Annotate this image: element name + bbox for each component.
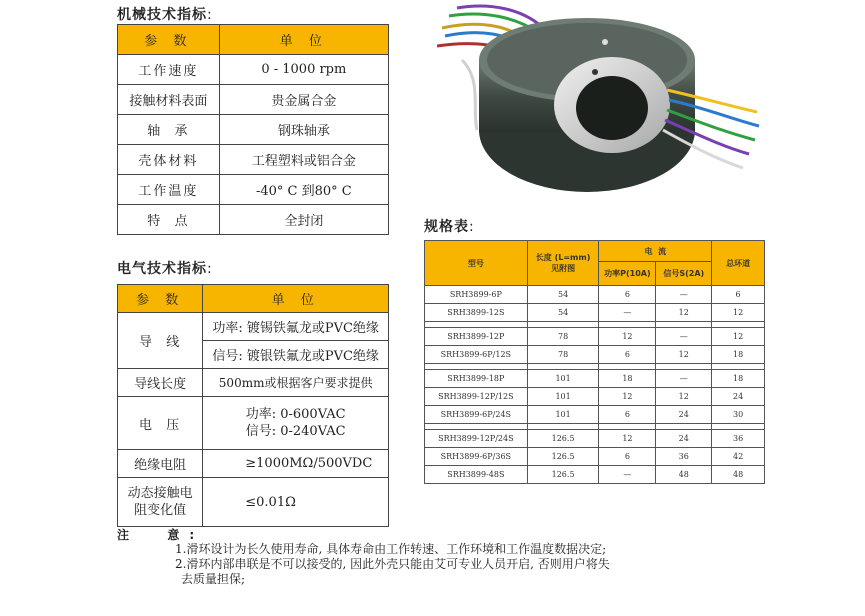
notes-line-3: 去质量担保; <box>181 572 246 586</box>
table-row <box>118 115 389 145</box>
spec-cell: — <box>599 466 656 484</box>
spec-header-signal: 信号S(2A) <box>656 262 712 286</box>
spec-cell: 12 <box>599 328 656 346</box>
table-row <box>118 145 389 175</box>
spec-cell: SRH3899-6P/36S <box>425 448 528 466</box>
mech-label: 壳体材料 <box>118 145 220 175</box>
spec-cell: 12 <box>656 304 712 322</box>
spec-cell: 54 <box>527 304 599 322</box>
elec-value-dynamic: ≤0.01Ω <box>203 478 389 527</box>
mech-label: 接触材料表面 <box>118 85 220 115</box>
spec-header-length <box>527 241 599 286</box>
spec-cell: — <box>656 328 712 346</box>
spec-header-model: 型号 <box>425 241 528 286</box>
elec-header-param: 参 数 <box>118 285 203 313</box>
spec-title-text: 规格表 <box>424 219 469 235</box>
elec-label-insulation: 绝缘电阻 <box>118 450 203 478</box>
spec-cell: 36 <box>656 448 712 466</box>
spec-cell: SRH3899-12P <box>425 328 528 346</box>
electrical-title-text: 电气技术指标 <box>117 261 207 277</box>
spec-cell: 12 <box>712 304 765 322</box>
spec-cell: 101 <box>527 370 599 388</box>
table-row <box>425 304 765 322</box>
spec-cell: — <box>656 370 712 388</box>
mech-value: 工程塑料或铝合金 <box>219 145 388 175</box>
table-row <box>425 406 765 424</box>
spec-cell: SRH3899-6P/24S <box>425 406 528 424</box>
spec-cell: 24 <box>656 430 712 448</box>
dynamic-label-line1: 动态接触电 <box>127 486 193 501</box>
mech-value: 钢珠轴承 <box>219 115 388 145</box>
spec-title-colon: : <box>469 219 475 235</box>
spec-cell: 6 <box>599 286 656 304</box>
slip-ring-image <box>437 0 767 205</box>
mech-value: 0 - 1000 rpm <box>219 55 388 85</box>
mech-label: 特 点 <box>118 205 220 235</box>
spec-cell: SRH3899-6P/12S <box>425 346 528 364</box>
mech-header-unit: 单 位 <box>219 25 388 55</box>
mech-value: 全封闭 <box>219 205 388 235</box>
spec-title <box>424 216 475 236</box>
spec-cell: 126.5 <box>527 430 599 448</box>
elec-header-unit: 单 位 <box>203 285 389 313</box>
elec-value-wire-signal: 信号: 镀银铁氟龙或PVC绝缘 <box>203 341 389 369</box>
elec-value-insulation: ≥1000MΩ/500VDC <box>203 450 389 478</box>
spec-cell: 6 <box>599 346 656 364</box>
spec-cell: 24 <box>656 406 712 424</box>
elec-value-wire-power: 功率: 镀锡铁氟龙或PVC绝缘 <box>203 313 389 341</box>
table-row <box>425 370 765 388</box>
table-row <box>118 478 389 527</box>
spec-cell: 18 <box>712 346 765 364</box>
table-row <box>118 205 389 235</box>
spec-cell: 12 <box>656 388 712 406</box>
elec-value-length: 500mm或根据客户要求提供 <box>203 369 389 397</box>
spec-cell: 6 <box>599 406 656 424</box>
table-row <box>118 397 389 450</box>
spec-header-power: 功率P(10A) <box>599 262 656 286</box>
notes-title: 注 意: <box>117 528 205 542</box>
electrical-title-colon: : <box>207 261 213 277</box>
slip-ring-photo <box>437 0 767 205</box>
elec-value-voltage <box>203 397 389 450</box>
mech-value: -40° C 到80° C <box>219 175 388 205</box>
mechanical-table <box>117 24 389 235</box>
table-row <box>425 346 765 364</box>
spec-cell: SRH3899-18P <box>425 370 528 388</box>
mechanical-title <box>117 4 213 24</box>
elec-label-voltage: 电 压 <box>118 397 203 450</box>
spec-cell: 30 <box>712 406 765 424</box>
spec-cell: 48 <box>656 466 712 484</box>
table-row <box>425 286 765 304</box>
spec-cell: SRH3899-12P/12S <box>425 388 528 406</box>
mech-label: 工作温度 <box>118 175 220 205</box>
spec-cell: SRH3899-6P <box>425 286 528 304</box>
spec-header-length-line1: 长度 (L=mm) <box>535 253 591 262</box>
spec-table <box>424 240 765 484</box>
spec-cell: SRH3899-48S <box>425 466 528 484</box>
spec-cell: SRH3899-12P/24S <box>425 430 528 448</box>
spec-cell: 18 <box>599 370 656 388</box>
spec-cell: 18 <box>712 370 765 388</box>
elec-label-length: 导线长度 <box>118 369 203 397</box>
voltage-signal: 信号: 0-240VAC <box>245 424 346 439</box>
notes-line-1: 1.滑环设计为长久使用寿命, 具体寿命由工作转速、工作环境和工作温度数据决定; <box>175 542 607 556</box>
spec-cell: 12 <box>599 430 656 448</box>
spec-header-total: 总环道 <box>712 241 765 286</box>
spec-cell: 78 <box>527 346 599 364</box>
spec-cell: 6 <box>599 448 656 466</box>
voltage-power: 功率: 0-600VAC <box>245 407 346 422</box>
spec-cell: 24 <box>712 388 765 406</box>
table-row <box>118 175 389 205</box>
spec-cell: 54 <box>527 286 599 304</box>
mechanical-title-text: 机械技术指标 <box>117 7 207 23</box>
table-row <box>425 466 765 484</box>
spec-cell: SRH3899-12S <box>425 304 528 322</box>
notes-line-2: 2.滑环内部串联是不可以接受的, 因此外壳只能由艾可专业人员开启, 否则用户将失 <box>175 557 610 571</box>
spec-cell: 78 <box>527 328 599 346</box>
spec-cell: 126.5 <box>527 448 599 466</box>
table-row <box>118 450 389 478</box>
table-row <box>425 328 765 346</box>
table-row <box>425 430 765 448</box>
spec-cell: 126.5 <box>527 466 599 484</box>
spec-cell: 12 <box>656 346 712 364</box>
table-row <box>118 85 389 115</box>
spec-cell: — <box>656 286 712 304</box>
spec-header-current: 电 流 <box>599 241 712 262</box>
table-row <box>118 55 389 85</box>
table-row <box>118 313 389 341</box>
elec-label-dynamic <box>118 478 203 527</box>
mech-label: 工作速度 <box>118 55 220 85</box>
spec-cell: 42 <box>712 448 765 466</box>
table-row <box>425 448 765 466</box>
electrical-title <box>117 258 213 278</box>
spec-cell: 101 <box>527 388 599 406</box>
spec-body <box>425 286 765 484</box>
mech-value: 贵金属合金 <box>219 85 388 115</box>
mech-label: 轴 承 <box>118 115 220 145</box>
spec-cell: 48 <box>712 466 765 484</box>
table-row <box>425 388 765 406</box>
mechanical-title-colon: : <box>207 7 213 23</box>
elec-label-wire: 导 线 <box>118 313 203 369</box>
spec-cell: — <box>599 304 656 322</box>
spec-cell: 12 <box>599 388 656 406</box>
mech-header-param: 参 数 <box>118 25 220 55</box>
spec-header-length-line2: 见附图 <box>551 264 576 273</box>
spec-cell: 101 <box>527 406 599 424</box>
electrical-table <box>117 284 389 527</box>
spec-cell: 6 <box>712 286 765 304</box>
spec-cell: 12 <box>712 328 765 346</box>
spec-cell: 36 <box>712 430 765 448</box>
table-row <box>118 369 389 397</box>
dynamic-label-line2: 阻变化值 <box>134 503 187 518</box>
